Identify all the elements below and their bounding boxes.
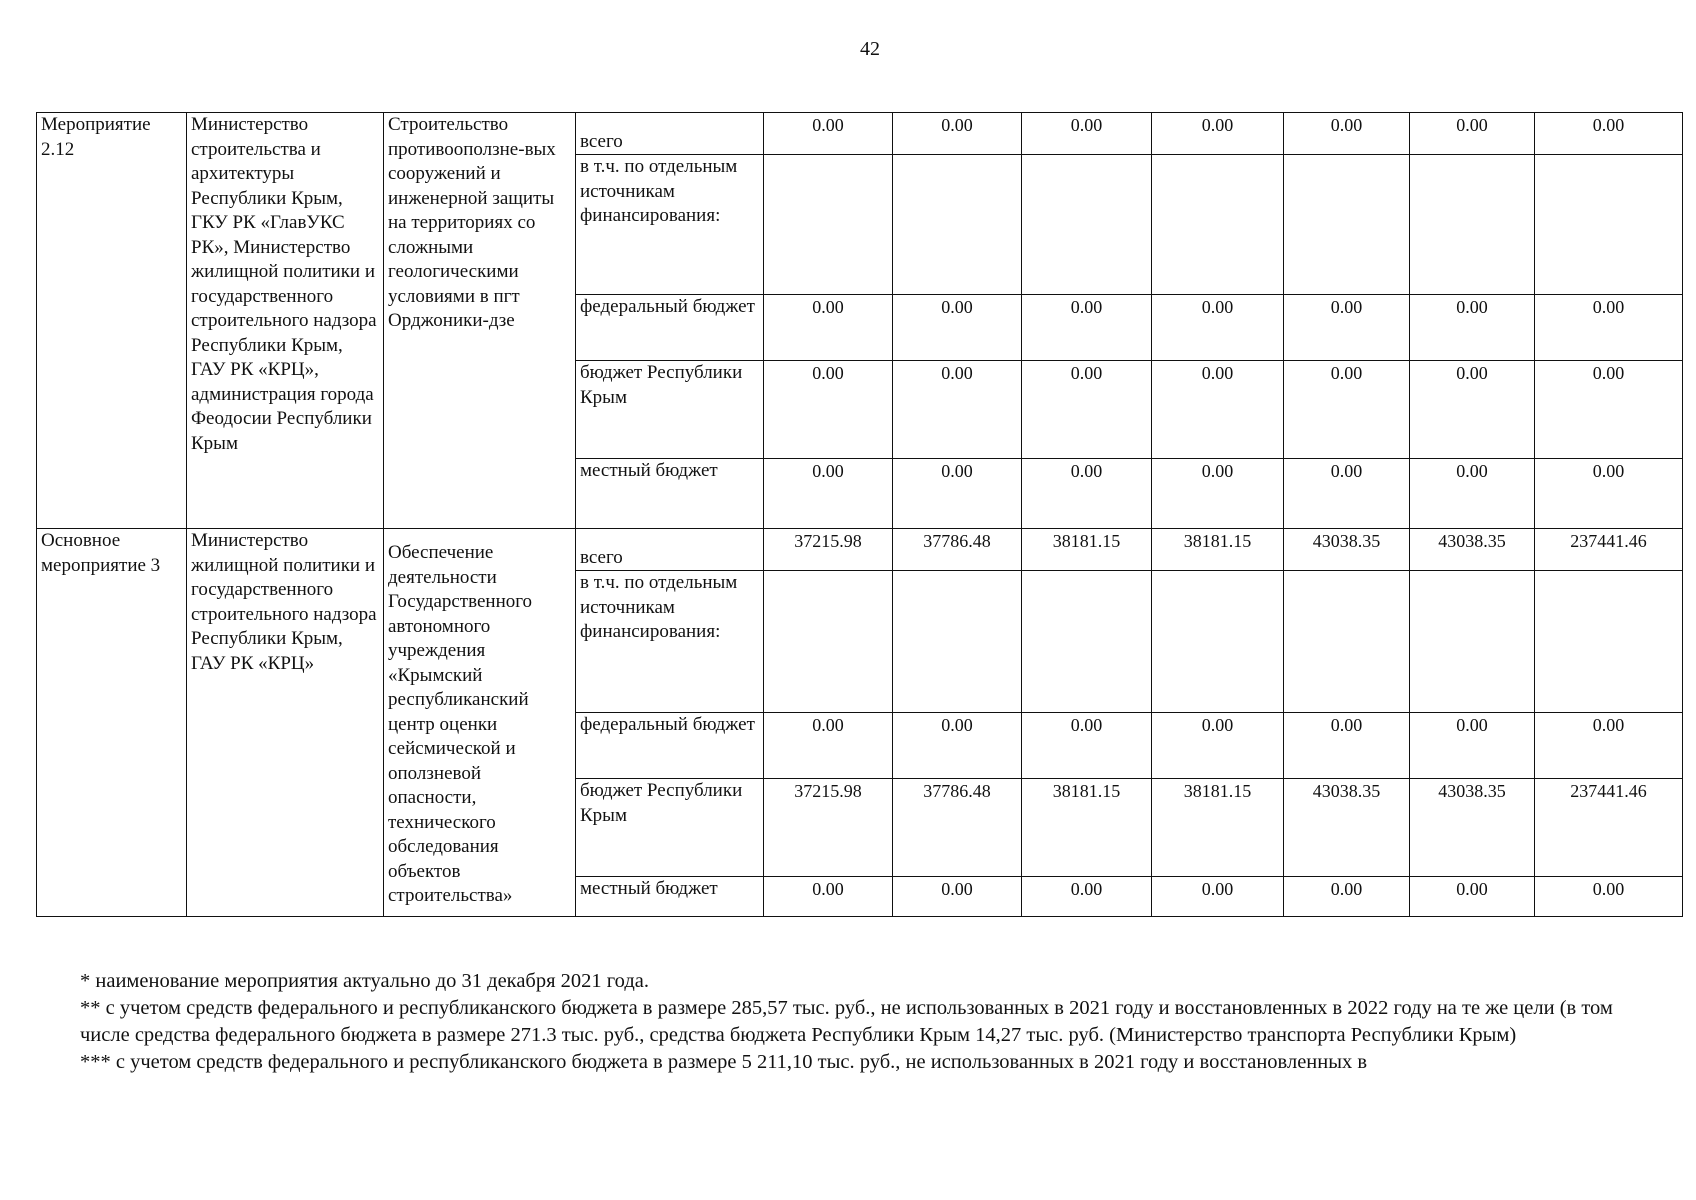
value-cell: 237441.46 <box>1535 779 1683 877</box>
value-cell: 0.00 <box>1022 459 1152 529</box>
value-cell: 0.00 <box>1152 877 1284 917</box>
event-title-cell: Строительство противооползне-вых сооружений и инженерной защиты на территориях со сложными геологическими условиями в пгт Орджоники-дзе <box>384 113 576 529</box>
footnote-3: *** с учетом средств федерального и республиканского бюджета в размере 5 211,10 тыс. руб., не использованных в 2021 году и восстановленных в <box>80 1051 1368 1073</box>
value-cell: 0.00 <box>1022 295 1152 361</box>
source-label-by-sources: в т.ч. по отдельным источникам финансирования: <box>576 155 764 295</box>
empty-cell <box>1535 155 1683 295</box>
footnote-2: ** с учетом средств федерального и республиканского бюджета в размере 285,57 тыс. руб., не использованных в 2021 году и восстановленных в 2022 году на те же цели (в том числе средства федерального бюджета в размере 271.3 тыс. руб., средства бюджета Республики Крым 14,27 тыс. руб. (Министерство транспорта Республики Крым) <box>80 997 1613 1046</box>
value-cell: 37215.98 <box>764 529 893 571</box>
value-cell: 0.00 <box>1535 713 1683 779</box>
value-cell: 0.00 <box>893 713 1022 779</box>
value-cell: 0.00 <box>1535 459 1683 529</box>
value-cell: 0.00 <box>764 113 893 155</box>
source-label-federal: федеральный бюджет <box>576 295 764 361</box>
footnote-1: * наименование мероприятия актуально до 31 декабря 2021 года. <box>80 970 649 992</box>
event-name-cell: Мероприятие 2.12 <box>37 113 187 529</box>
value-cell: 37786.48 <box>893 529 1022 571</box>
value-cell: 38181.15 <box>1022 779 1152 877</box>
empty-cell <box>1284 155 1410 295</box>
table-row <box>37 529 1683 571</box>
empty-cell <box>1022 571 1152 713</box>
value-cell: 0.00 <box>1022 113 1152 155</box>
empty-cell <box>1410 155 1535 295</box>
value-cell: 0.00 <box>1535 295 1683 361</box>
value-cell: 0.00 <box>1152 459 1284 529</box>
empty-cell <box>893 155 1022 295</box>
event-name-cell: Основное мероприятие 3 <box>37 529 187 917</box>
value-cell: 0.00 <box>1410 877 1535 917</box>
value-cell: 0.00 <box>893 459 1022 529</box>
value-cell: 0.00 <box>764 459 893 529</box>
value-cell: 0.00 <box>893 361 1022 459</box>
value-cell: 0.00 <box>1284 459 1410 529</box>
value-cell: 43038.35 <box>1410 529 1535 571</box>
value-cell: 0.00 <box>1022 877 1152 917</box>
value-cell: 0.00 <box>1284 877 1410 917</box>
source-label-total: всего <box>576 529 764 571</box>
value-cell: 0.00 <box>1284 361 1410 459</box>
value-cell: 0.00 <box>893 295 1022 361</box>
empty-cell <box>1284 571 1410 713</box>
empty-cell <box>1152 155 1284 295</box>
executors-cell: Министерство жилищной политики и государственного строительного надзора Республики Крым, ГАУ РК «КРЦ» <box>187 529 384 917</box>
value-cell: 0.00 <box>893 877 1022 917</box>
source-label-federal: федеральный бюджет <box>576 713 764 779</box>
value-cell: 0.00 <box>1022 713 1152 779</box>
value-cell: 237441.46 <box>1535 529 1683 571</box>
empty-cell <box>1152 571 1284 713</box>
empty-cell <box>1535 571 1683 713</box>
empty-cell <box>764 571 893 713</box>
value-cell: 0.00 <box>1410 713 1535 779</box>
source-label-republic: бюджет Республики Крым <box>576 779 764 877</box>
value-cell: 0.00 <box>1535 361 1683 459</box>
value-cell: 43038.35 <box>1284 779 1410 877</box>
value-cell: 0.00 <box>1284 713 1410 779</box>
value-cell: 0.00 <box>1410 295 1535 361</box>
value-cell: 0.00 <box>1284 295 1410 361</box>
financing-table <box>36 112 1683 917</box>
source-label-by-sources: в т.ч. по отдельным источникам финансирования: <box>576 571 764 713</box>
value-cell: 0.00 <box>893 113 1022 155</box>
value-cell: 38181.15 <box>1152 529 1284 571</box>
value-cell: 38181.15 <box>1022 529 1152 571</box>
source-label-local: местный бюджет <box>576 459 764 529</box>
executors-cell: Министерство строительства и архитектуры Республики Крым, ГКУ РК «ГлавУКС РК», Министерство жилищной политики и государственного строительного надзора Республики Крым, ГАУ РК «КРЦ», администрация города Феодосии Республики Крым <box>187 113 384 529</box>
value-cell: 0.00 <box>1410 459 1535 529</box>
value-cell: 0.00 <box>764 713 893 779</box>
value-cell: 0.00 <box>1152 713 1284 779</box>
value-cell: 0.00 <box>1410 361 1535 459</box>
value-cell: 0.00 <box>1152 361 1284 459</box>
value-cell: 0.00 <box>1152 295 1284 361</box>
page-number: 42 <box>860 38 880 60</box>
footnotes <box>80 968 1650 1076</box>
value-cell: 0.00 <box>1535 113 1683 155</box>
value-cell: 43038.35 <box>1410 779 1535 877</box>
value-cell: 43038.35 <box>1284 529 1410 571</box>
value-cell: 0.00 <box>764 361 893 459</box>
value-cell: 0.00 <box>1152 113 1284 155</box>
empty-cell <box>1410 571 1535 713</box>
source-label-total: всего <box>576 113 764 155</box>
value-cell: 0.00 <box>764 877 893 917</box>
empty-cell <box>764 155 893 295</box>
value-cell: 0.00 <box>1284 113 1410 155</box>
value-cell: 0.00 <box>1410 113 1535 155</box>
value-cell: 0.00 <box>764 295 893 361</box>
value-cell: 38181.15 <box>1152 779 1284 877</box>
source-label-local: местный бюджет <box>576 877 764 917</box>
source-label-republic: бюджет Республики Крым <box>576 361 764 459</box>
value-cell: 0.00 <box>1022 361 1152 459</box>
value-cell: 0.00 <box>1535 877 1683 917</box>
empty-cell <box>893 571 1022 713</box>
table-row <box>37 113 1683 155</box>
event-title-cell: Обеспечение деятельности Государственного автономного учреждения «Крымский республиканский центр оценки сейсмической и оползневой опасности, технического обследования объектов строительства» <box>384 529 576 917</box>
value-cell: 37786.48 <box>893 779 1022 877</box>
empty-cell <box>1022 155 1152 295</box>
value-cell: 37215.98 <box>764 779 893 877</box>
